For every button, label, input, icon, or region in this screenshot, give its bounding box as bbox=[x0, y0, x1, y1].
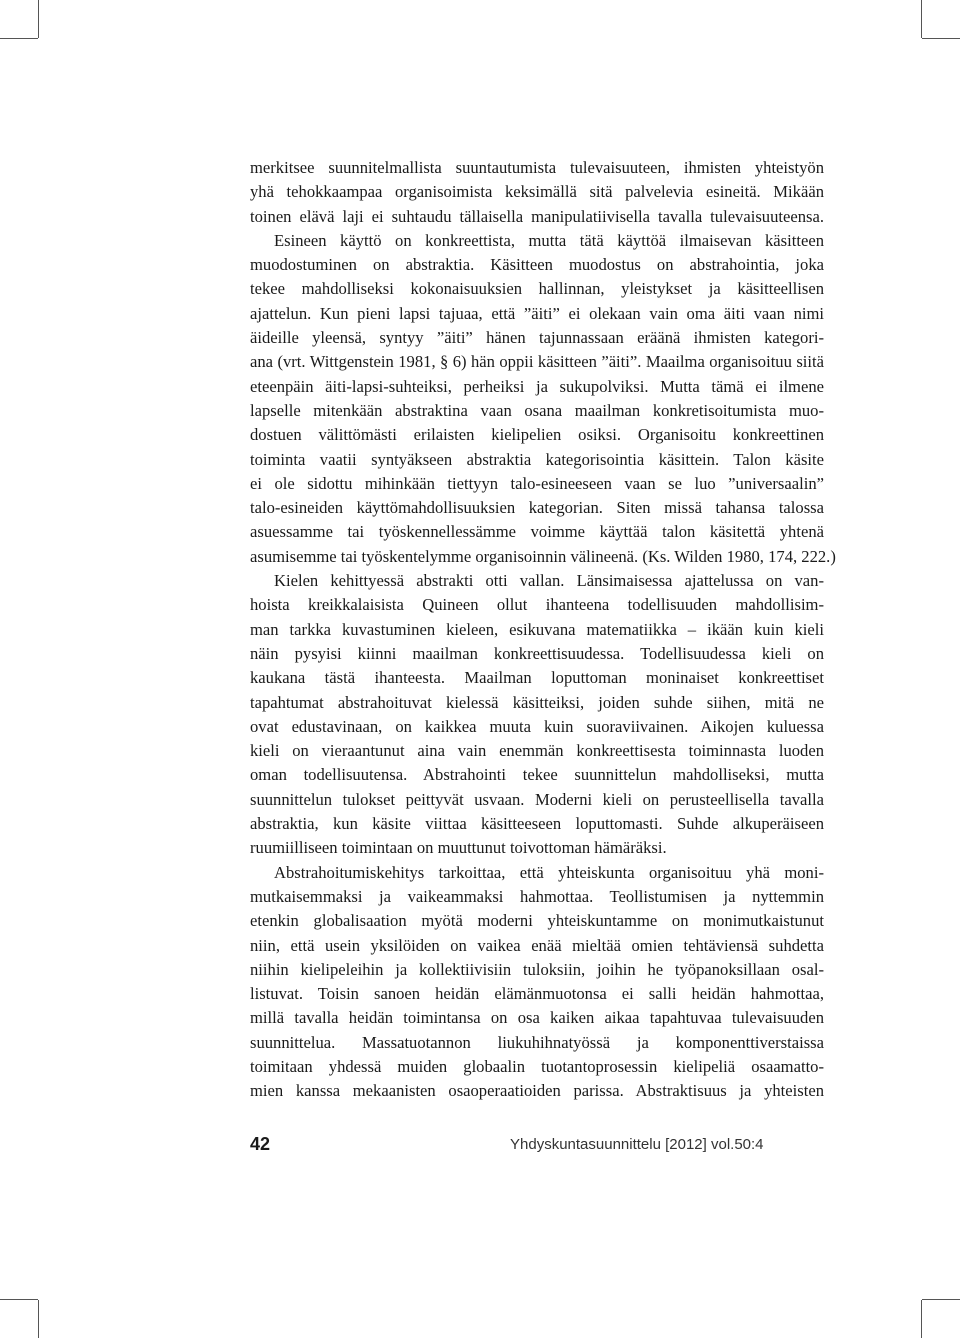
text-line: dostuen välittömästi erilaisten kielipelien osiksi. Organisoitu konkreettinen bbox=[250, 425, 824, 445]
crop-mark bbox=[921, 0, 922, 38]
text-line: asuessamme tai työskennellessämme voimme käyttää talon käsitettä yhtenä bbox=[250, 522, 824, 542]
text-line: yhä tehokkaampaa organisoimista keksimällä sitä palvelevia esineitä. Mikään bbox=[250, 182, 824, 202]
crop-mark bbox=[0, 1299, 38, 1300]
text-line: äideille yleensä, syntyy ”äiti” hänen tajunnassaan eräänä ihmisten kategori- bbox=[250, 328, 824, 348]
text-line: ei ole sidottu mihinkään tiettyyn talo-esineeseen vaan se luo ”universaalin” bbox=[250, 473, 824, 493]
text-line: Esineen käyttö on konkreettista, mutta tätä käyttöä ilmaisevan käsitteen bbox=[274, 230, 824, 250]
text-line: asumisemme tai työskentelymme organisoinnin välineenä. (Ks. Wilden 1980, 174, 222.) bbox=[250, 546, 836, 566]
text-line: kieli on vieraantunut aina vain enemmän konkreettisesta toiminnasta luoden bbox=[250, 741, 824, 761]
text-line: mutkaisemmaksi ja vaikeammaksi hahmottaa. Teollistumisen ja nyttemmin bbox=[250, 886, 824, 906]
crop-mark bbox=[38, 1300, 39, 1338]
text-line: suunnittelua. Massatuotannon liukuhihnatyössä ja komponenttiverstaissa bbox=[250, 1032, 824, 1052]
text-line: ovat edustavinaan, on kaikkea muuta kuin suoraviivainen. Aikojen kuluessa bbox=[250, 716, 824, 736]
text-line: man tarkka kuvastuminen kieleen, esikuvana matematiikka – ikään kuin kieli bbox=[250, 619, 824, 639]
text-line: listuvat. Toisin sanoen heidän elämänmuotonsa ei salli heidän hahmottaa, bbox=[250, 984, 824, 1004]
text-line: talo-esineiden käyttömahdollisuuksien kategorian. Siten missä tahansa talossa bbox=[250, 498, 824, 518]
text-line: etenkin globalisaation myötä moderni yhteiskuntamme on monimutkaistunut bbox=[250, 911, 824, 931]
text-line: hoista kreikkalaisista Quineen ollut ihanteena todellisuuden mahdollisim- bbox=[250, 595, 824, 615]
text-line: abstraktia, kun käsite viittaa käsitteeseen loputtomasti. Suhde alkuperäiseen bbox=[250, 814, 824, 834]
text-line: lapselle mitenkään abstraktina vaan osana maailman konkretisoitumista muo- bbox=[250, 400, 824, 420]
text-line: toiminta vaatii syntyäkseen abstraktia kategorisointia käsittein. Talon käsite bbox=[250, 449, 824, 469]
text-line: ajattelun. Kun pieni lapsi tajuaa, että ”äiti” ei olekaan vain oma äiti vaan nimi bbox=[250, 303, 824, 323]
text-line: Kielen kehittyessä abstrakti otti vallan. Länsimaisessa ajattelussa on van- bbox=[274, 571, 824, 591]
text-line: toimitaan yhdessä muiden globaalin tuotantoprosessin kielipeliä osaamatto- bbox=[250, 1056, 824, 1076]
page-footer bbox=[250, 1134, 824, 1158]
text-line: millä tavalla heidän toimintansa on osa kaiken aikaa tapahtuvaa tulevaisuuden bbox=[250, 1008, 824, 1028]
text-line: tapahtumat abstrahoituvat kielessä käsitteiksi, joiden suhde siihen, mitä ne bbox=[250, 692, 824, 712]
crop-mark bbox=[921, 1300, 922, 1338]
text-line: niihin kielipeleihin ja kollektiivisiin tuloksiin, joihin he työpanoksillaan osal- bbox=[250, 959, 824, 979]
text-line: merkitsee suunnitelmallista suuntautumista tulevaisuuteen, ihmisten yhteistyön bbox=[250, 158, 824, 177]
text-line: toinen elävä laji ei suhtaudu tällaisella manipulatiivisella tavalla tulevaisuuteensa. bbox=[250, 206, 824, 226]
text-line: mien kanssa mekaanisten osaoperaatioiden parissa. Abstraktisuus ja yhteisten bbox=[250, 1081, 824, 1101]
journal-citation: Yhdyskuntasuunnittelu [2012] vol.50:4 bbox=[510, 1136, 764, 1153]
text-line: Abstrahoitumiskehitys tarkoittaa, että yhteiskunta organisoituu yhä moni- bbox=[274, 862, 824, 882]
text-line: oman todellisuutensa. Abstrahointi tekee suunnittelun mahdolliseksi, mutta bbox=[250, 765, 824, 785]
text-line: tekee mahdolliseksi kokonaisuuksien hallinnan, yleistykset ja käsitteellisen bbox=[250, 279, 824, 299]
text-line: näin pysyisi kiinni maailman konkreettisuudessa. Todellisuudessa kieli on bbox=[250, 643, 824, 663]
crop-mark bbox=[0, 38, 38, 39]
crop-mark bbox=[922, 1299, 960, 1300]
crop-mark bbox=[922, 38, 960, 39]
text-line: eteenpäin äiti-lapsi-suhteiksi, perheiksi ja sukupolviksi. Mutta tämä ei ilmene bbox=[250, 376, 824, 396]
text-line: niin, että usein yksilöiden on vaikea enää mieltää omien tehtäviensä suhdetta bbox=[250, 935, 824, 955]
page-number: 42 bbox=[250, 1134, 271, 1154]
body-text bbox=[250, 156, 836, 1104]
crop-mark bbox=[38, 0, 39, 38]
text-line: suunnittelun tulokset peittyvät usvaan. Moderni kieli on perusteellisella tavalla bbox=[250, 789, 824, 809]
text-line: kaukana tästä ihanteesta. Maailman loputtoman moninaiset konkreettiset bbox=[250, 668, 824, 688]
text-line: ruumiilliseen toimintaan on muuttunut toivottoman hämäräksi. bbox=[250, 838, 667, 858]
text-line: muodostuminen on abstraktia. Käsitteen muodostus on abstrahointia, joka bbox=[250, 255, 824, 275]
text-line: ana (vrt. Wittgenstein 1981, § 6) hän oppii käsitteen ”äiti”. Maailma organisoituu siitä bbox=[250, 352, 824, 372]
